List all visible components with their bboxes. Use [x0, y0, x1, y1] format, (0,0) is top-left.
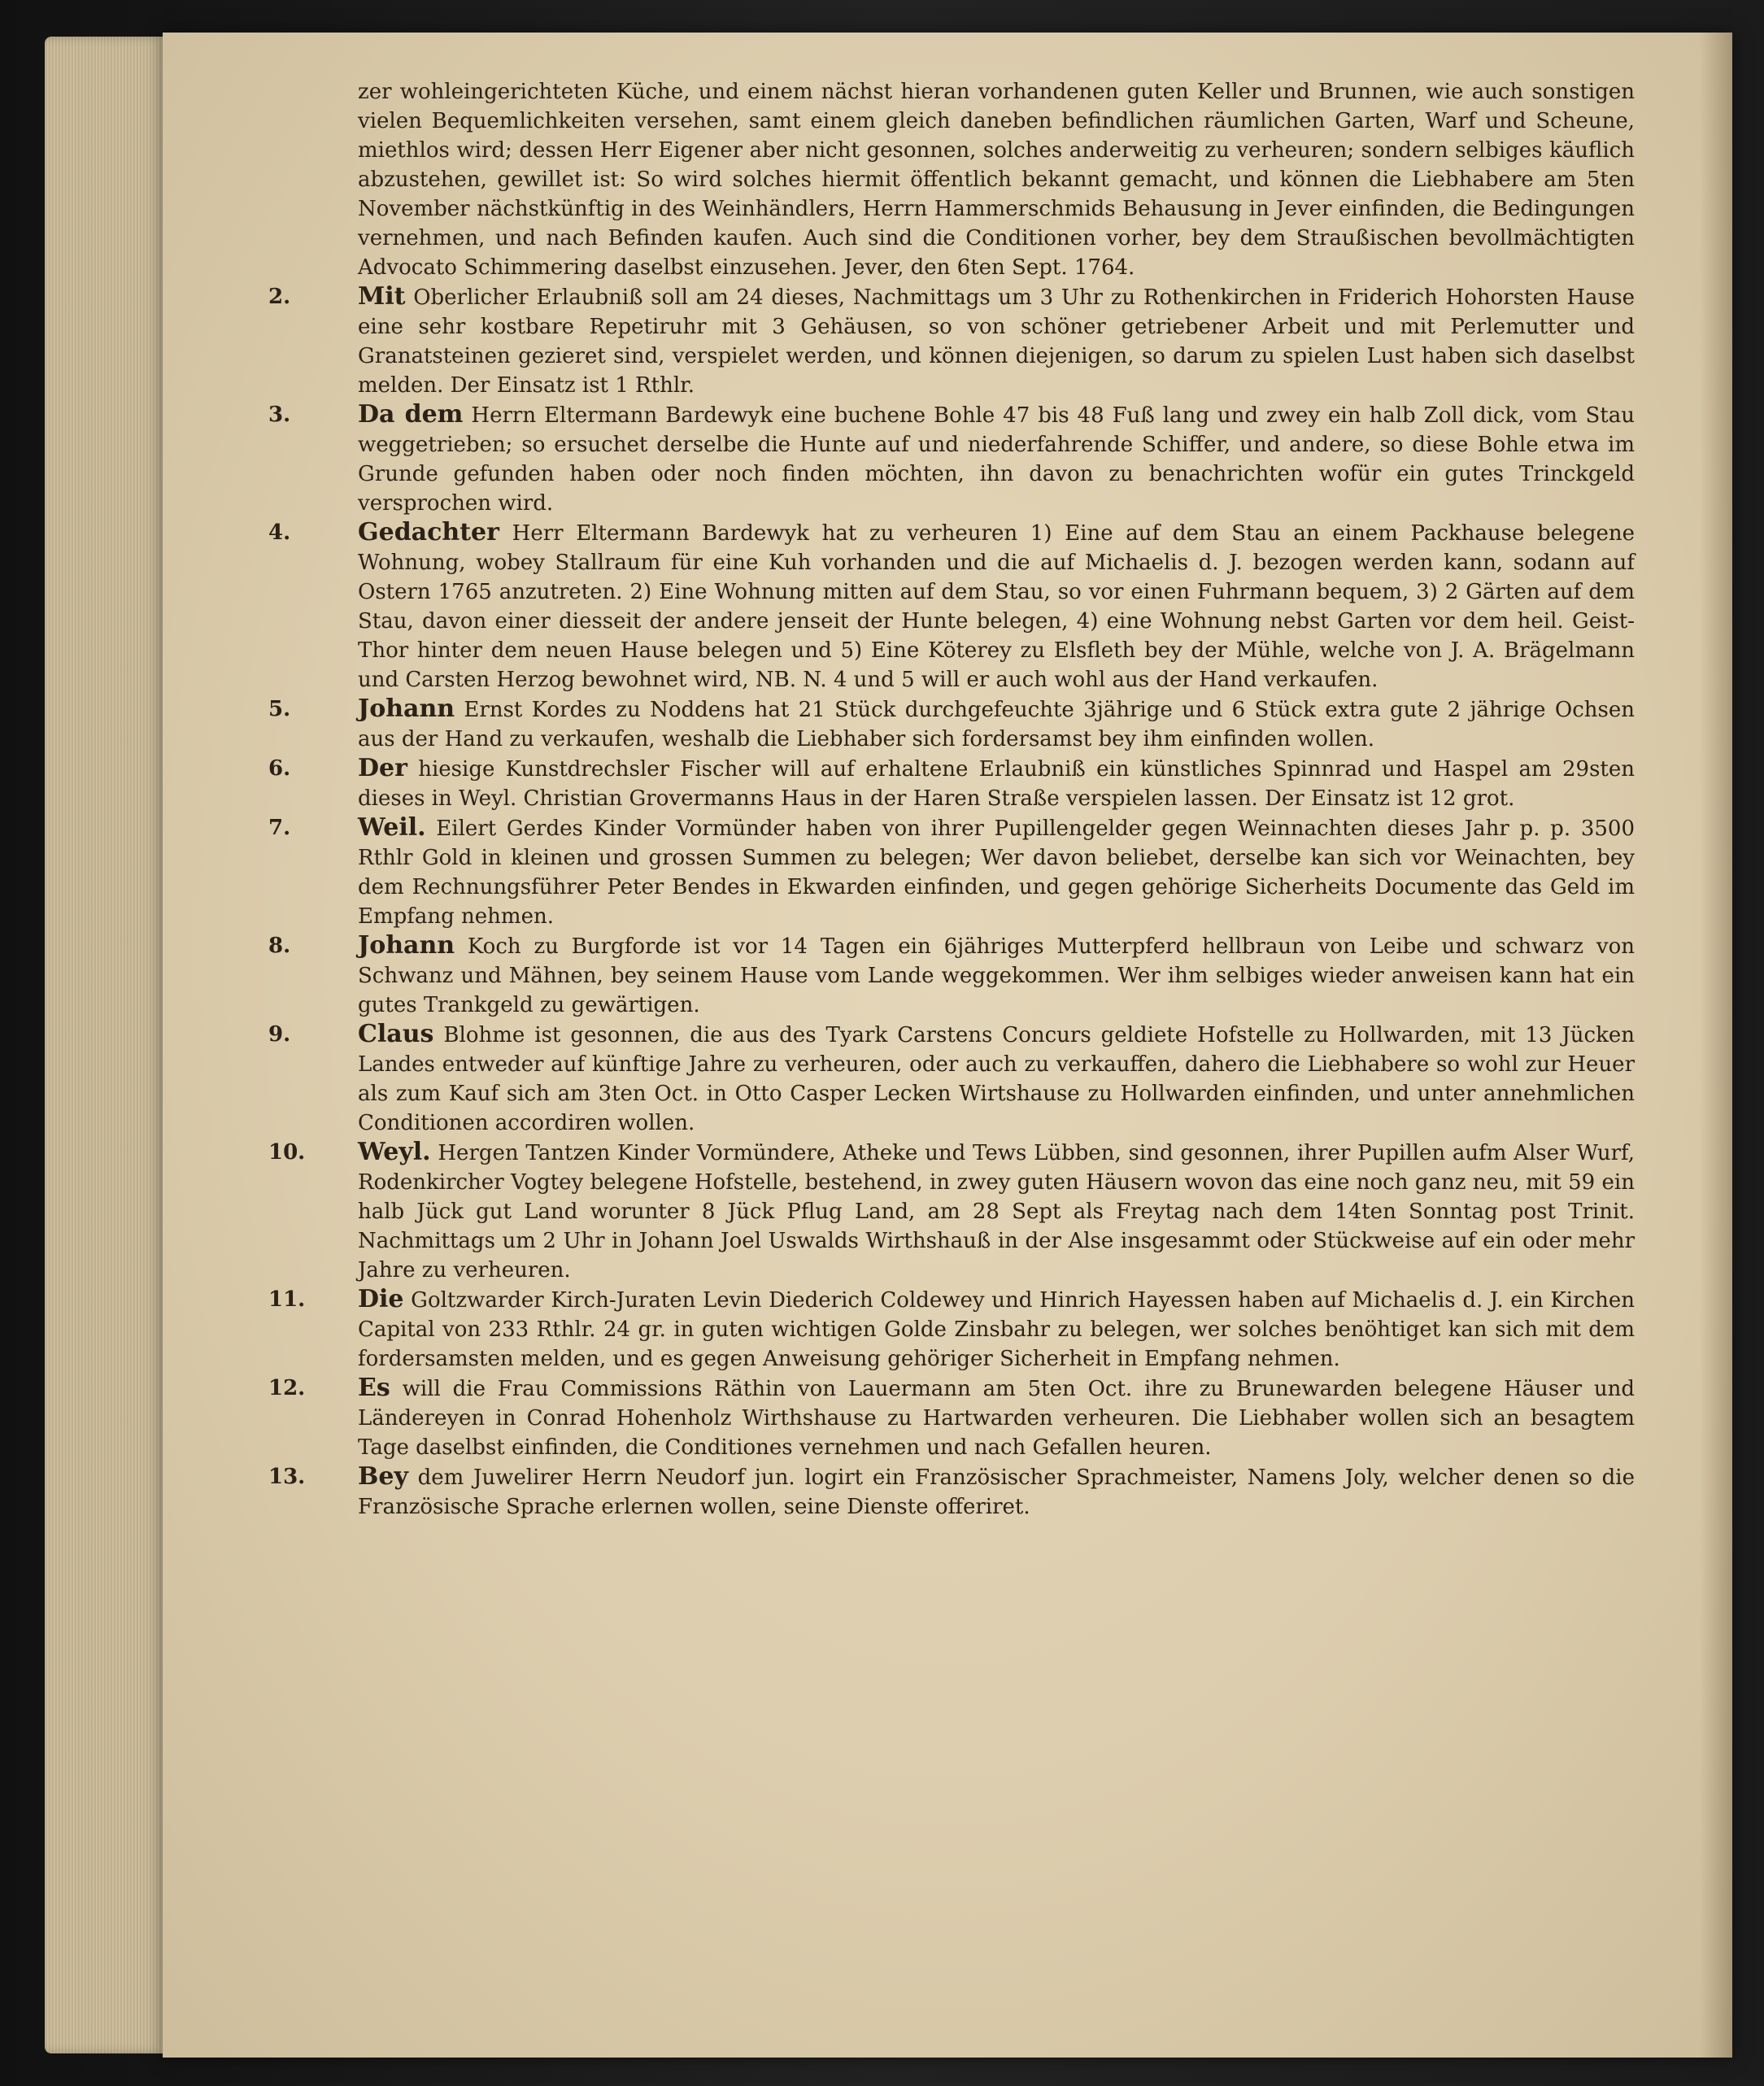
- notice-entry: [268, 282, 1635, 400]
- notice-lead-word: Es: [358, 1374, 390, 1402]
- notice-lead-word: Weyl.: [358, 1138, 431, 1166]
- notice-lead-word: Johann: [358, 695, 455, 723]
- notice-entry: [268, 813, 1635, 931]
- book-page-edges: [45, 37, 175, 2053]
- notice-lead-word: Da dem: [358, 400, 464, 429]
- notice-entry: [268, 518, 1635, 695]
- notice-text: dem Juwelirer Herrn Neudorf jun. logirt ein Französischer Sprachmeister, Namens Joly, welcher denen so die Französische Sprache erlernen wollen, seine Dienste offeriret.: [358, 1465, 1635, 1519]
- notice-entry: [268, 695, 1635, 754]
- notice-lead-word: Weil.: [358, 813, 426, 842]
- notice-text: Koch zu Burgforde ist vor 14 Tagen ein 6jähriges Mutterpferd hellbraun von Leibe und schwarz von Schwanz und Mähnen, bey seinem Hause vom Lande weggekommen. Wer ihm selbiges wieder anweisen kann hat ein gutes Trankgeld zu gewärtigen.: [358, 934, 1635, 1017]
- notice-entry: [268, 1374, 1635, 1462]
- notice-number: 2.: [268, 285, 291, 309]
- notice-text: Ernst Kordes zu Noddens hat 21 Stück durchgefeuchte 3jährige und 6 Stück extra gute 2 jährige Ochsen aus der Hand zu verkaufen, weshalb die Liebhaber sich fordersamst bey ihm einfinden wollen.: [358, 698, 1635, 751]
- notice-lead-word: Die: [358, 1285, 404, 1313]
- notice-text: will die Frau Commissions Räthin von Lauermann am 5ten Oct. ihre zu Brunewarden belegene Häuser und Ländereyen in Conrad Hohenholz Wirthshause zu Hartwarden verheuren. Die Liebhaber wollen sich an besagtem Tage daselbst einfinden, die Conditiones vernehmen und nach Gefallen heuren.: [358, 1377, 1635, 1460]
- intro-paragraph: zer wohleingerichteten Küche, und einem nächst hieran vorhandenen guten Keller und Brunnen, wie auch sonstigen vielen Bequemlichkeiten versehen, samt einem gleich daneben befindlichen räumlichen Garten, Warf und Scheune, miethlos wird; dessen Herr Eigener aber nicht gesonnen, solches anderweitig zu verheuren; sondern selbiges käuflich abzustehen, gewillet ist: So wird solches hiermit öffentlich bekannt gemacht, und können die Liebhabere am 5ten November nächstkünftig in des Weinhändlers, Herrn Hammerschmids Behausung in Jever einfinden, die Bedingungen vernehmen, und nach Befinden kaufen. Auch sind die Conditionen vorher, bey dem Straußischen bevollmächtigten Advocato Schimmering daselbst einzusehen. Jever, den 6ten Sept. 1764.: [358, 80, 1635, 280]
- notice-number: 4.: [268, 520, 291, 545]
- notice-lead-word: Johann: [358, 931, 455, 960]
- page-gutter-shadow: [1700, 33, 1732, 2058]
- notice-text: hiesige Kunstdrechsler Fischer will auf erhaltene Erlaubniß ein künstliches Spinnrad und Haspel am 29sten dieses in Weyl. Christian Grovermanns Haus in der Haren Straße verspielen lassen. Der Einsatz ist 12 grot.: [358, 757, 1635, 811]
- notice-entry: [268, 754, 1635, 813]
- notice-entry: [268, 1462, 1635, 1522]
- notice-list: [268, 282, 1635, 1522]
- page-text-block: [268, 77, 1635, 1522]
- notice-number: 6.: [268, 756, 291, 781]
- notice-lead-word: Bey: [358, 1462, 408, 1491]
- notice-entry: [268, 1020, 1635, 1138]
- notice-entry: [268, 1138, 1635, 1285]
- notice-number: 13.: [268, 1465, 306, 1489]
- notice-lead-word: Der: [358, 754, 407, 782]
- notice-text: Oberlicher Erlaubniß soll am 24 dieses, Nachmittags um 3 Uhr zu Rothenkirchen in Friderich Hohorsten Hause eine sehr kostbare Repetiruhr mit 3 Gehäusen, so von schöner getriebener Arbeit und mit Perlemutter und Granatsteinen gezieret sind, verspielet werden, und können diejenigen, so darum zu spielen Lust haben sich daselbst melden. Der Einsatz ist 1 Rthlr.: [358, 285, 1635, 398]
- notice-number: 8.: [268, 934, 291, 958]
- notice-entry: [268, 400, 1635, 518]
- notice-text: Goltzwarder Kirch-Juraten Levin Diederich Coldewey und Hinrich Hayessen haben auf Michaelis d. J. ein Kirchen Capital von 233 Rthlr. 24 gr. in guten wichtigen Golde Zinsbahr zu belegen, wer solches benöhtiget kan sich mit dem fordersamsten melden, und es gegen Anweisung gehöriger Sicherheit in Empfang nehmen.: [358, 1288, 1635, 1371]
- notice-number: 10.: [268, 1140, 306, 1165]
- notice-text: Eilert Gerdes Kinder Vormünder haben von ihrer Pupillengelder gegen Weinnachten dieses Jahr p. p. 3500 Rthlr Gold in kleinen und grossen Summen zu belegen; Wer davon beliebet, derselbe kan sich vor Weinachten, bey dem Rechnungsführer Peter Bendes in Ekwarden einfinden, und gegen gehörige Sicherheits Documente das Geld im Empfang nehmen.: [358, 817, 1635, 929]
- notice-number: 11.: [268, 1287, 306, 1312]
- notice-number: 3.: [268, 403, 291, 427]
- notice-text: Herrn Eltermann Bardewyk eine buchene Bohle 47 bis 48 Fuß lang und zwey ein halb Zoll dick, vom Stau weggetrieben; so ersuchet derselbe die Hunte auf und niederfahrende Schiffer, und andere, so diese Bohle etwa im Grunde gefunden haben oder noch finden möchten, ihn davon zu benachrichten wofür ein gutes Trinckgeld versprochen wird.: [358, 403, 1635, 516]
- notice-lead-word: Gedachter: [358, 518, 499, 547]
- notice-entry: [268, 931, 1635, 1020]
- notice-text: Herr Eltermann Bardewyk hat zu verheuren 1) Eine auf dem Stau an einem Packhause belegene Wohnung, wobey Stallraum für eine Kuh vorhanden und die auf Michaelis d. J. bezogen werden kann, sodann auf Ostern 1765 anzutreten. 2) Eine Wohnung mitten auf dem Stau, so vor einen Fuhrmann bequem, 3) 2 Gärten auf dem Stau, davon einer diesseit der andere jenseit der Hunte belegen, 4) eine Wohnung nebst Garten vor dem heil. Geist-Thor hinter dem neuen Hause belegen und 5) Eine Köterey zu Elsfleth bey der Mühle, welche von J. A. Brägelmann und Carsten Herzog bewohnet wird, NB. N. 4 und 5 will er auch wohl aus der Hand verkaufen.: [358, 521, 1635, 692]
- notice-lead-word: Mit: [358, 282, 406, 311]
- notice-number: 9.: [268, 1022, 291, 1047]
- notice-lead-word: Claus: [358, 1020, 434, 1048]
- notice-number: 5.: [268, 697, 291, 721]
- notice-text: Blohme ist gesonnen, die aus des Tyark Carstens Concurs geldiete Hofstelle zu Hollwarden, mit 13 Jücken Landes entweder auf künftige Jahre zu verheuren, oder auch zu verkauffen, dahero die Liebhabere so wohl zur Heuer als zum Kauf sich am 3ten Oct. in Otto Casper Lecken Wirtshause zu Hollwarden einfinden, und unter annehmlichen Conditionen accordiren wollen.: [358, 1023, 1635, 1135]
- notice-text: Hergen Tantzen Kinder Vormündere, Atheke und Tews Lübben, sind gesonnen, ihrer Pupillen aufm Alser Wurf, Rodenkircher Vogtey belegene Hofstelle, bestehend, in zwey guten Häusern wovon das eine noch ganz neu, mit 59 ein halb Jück gut Land worunter 8 Jück Pflug Land, am 28 Sept als Freytag nach dem 14ten Sonntag post Trinit. Nachmittags um 2 Uhr in Johann Joel Uswalds Wirthshauß in der Alse insgesammt oder Stückweise auf ein oder mehr Jahre zu verheuren.: [358, 1141, 1635, 1283]
- notice-entry: [268, 1285, 1635, 1374]
- notice-number: 12.: [268, 1376, 306, 1400]
- notice-number: 7.: [268, 816, 291, 840]
